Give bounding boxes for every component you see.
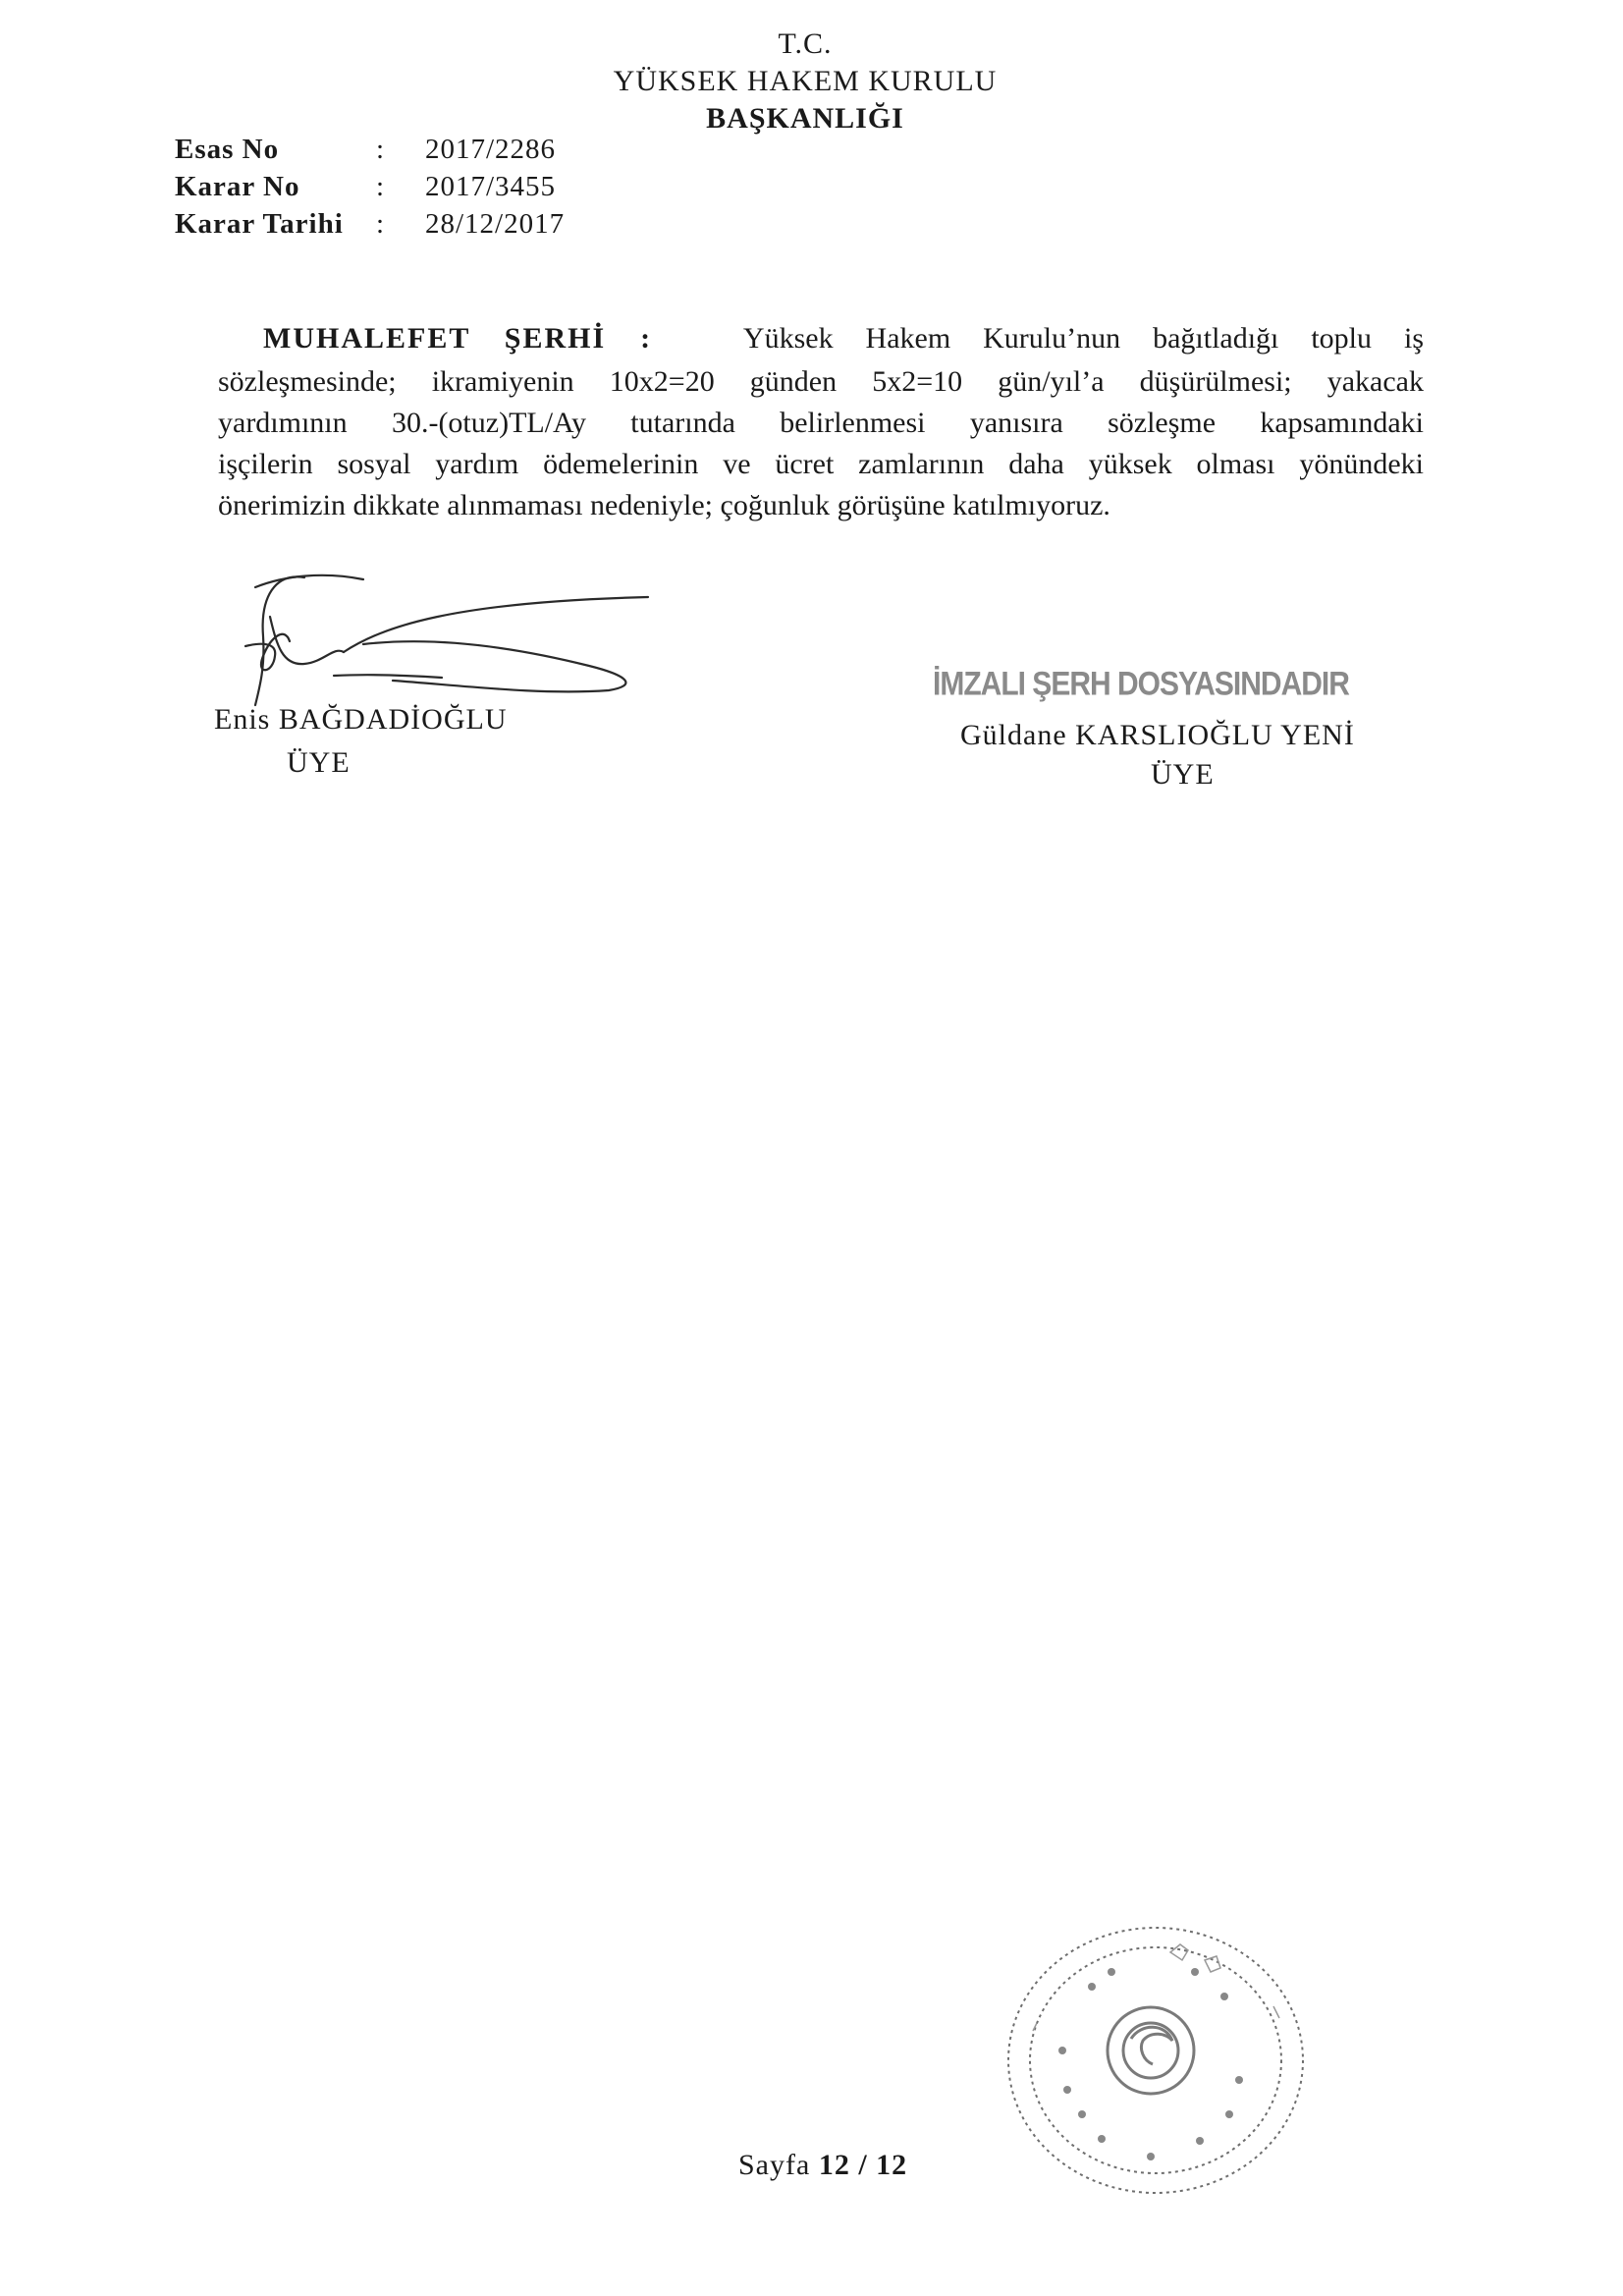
signature-enis <box>216 558 658 725</box>
case-info-label: Karar No <box>175 171 300 202</box>
case-info-value: 2017/3455 <box>425 171 557 202</box>
page-prefix: Sayfa <box>738 2149 811 2181</box>
case-info-colon: : <box>376 134 385 165</box>
case-info-row-karar <box>175 171 556 203</box>
header-institution: YÜKSEK HAKEM KURULU <box>613 65 998 97</box>
opinion-line-1 <box>263 322 1424 355</box>
opinion-line-2: sözleşmesinde; ikramiyenin 10x2=20 günden 5x2=10 gün/yıl’a düşürülmesi; yakacak <box>218 365 1424 398</box>
case-info-colon: : <box>376 171 385 202</box>
opinion-text: Yüksek Hakem Kurulu’nun bağıtladığı toplu iş <box>742 322 1424 355</box>
case-info-value: 2017/2286 <box>425 134 557 165</box>
signatory-name-left: Enis BAĞDADİOĞLU <box>214 703 508 736</box>
header-country: T.C. <box>778 27 833 60</box>
signed-note-stamp: İMZALI ŞERH DOSYASINDADIR <box>933 665 1349 703</box>
signatory-role-right: ÜYE <box>1151 758 1215 791</box>
case-info-label: Karar Tarihi <box>175 208 344 240</box>
page-number <box>738 2149 907 2182</box>
case-info-row-esas <box>175 134 556 166</box>
opinion-line-3: yardımının 30.-(otuz)TL/Ay tutarında belirlenmesi yanısıra sözleşme kapsamındaki <box>218 407 1424 439</box>
opinion-line-4: işçilerin sosyal yardım ödemelerinin ve ücret zamlarının daha yüksek olması yönündeki <box>218 448 1424 480</box>
case-info-colon: : <box>376 208 385 240</box>
opinion-heading: MUHALEFET ŞERHİ : <box>263 322 653 355</box>
opinion-line-5: önerimizin dikkate alınmaması nedeniyle; çoğunluk görüşüne katılmıyoruz. <box>218 489 1110 521</box>
page-numbers: 12 / 12 <box>818 2149 908 2181</box>
case-info-value: 28/12/2017 <box>425 208 566 240</box>
case-info-row-tarih <box>175 208 565 241</box>
signatory-role-left: ÜYE <box>287 746 351 779</box>
case-info-label: Esas No <box>175 134 280 165</box>
header-office: BAŞKANLIĞI <box>706 102 904 135</box>
official-seal-stamp <box>994 1913 1318 2208</box>
signatory-name-right: Güldane KARSLIOĞLU YENİ <box>960 719 1355 751</box>
